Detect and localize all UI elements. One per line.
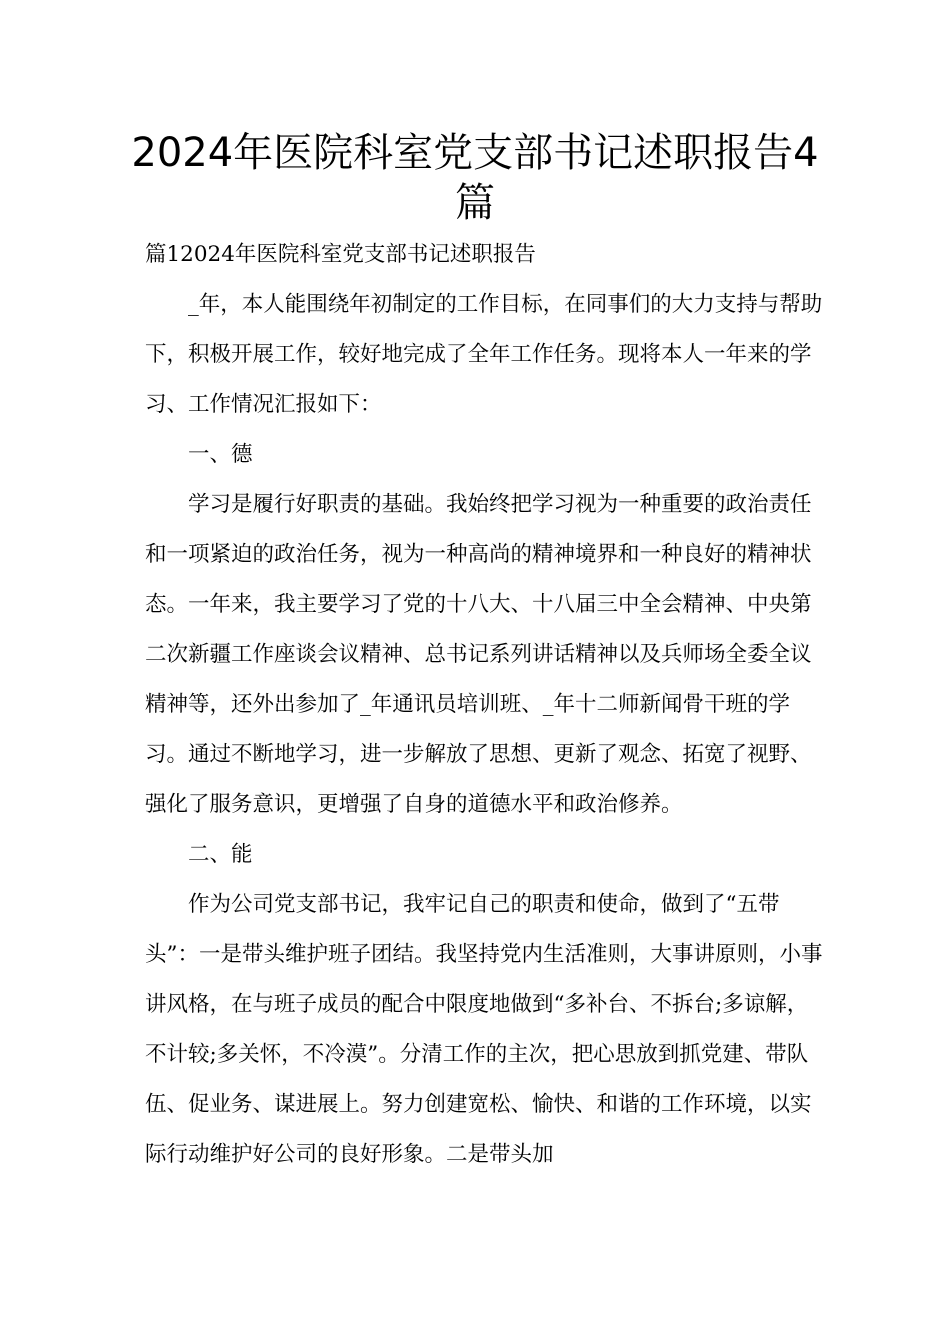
section-heading-neng: 二、能 (188, 842, 253, 867)
section-subtitle: 篇12024年医院科室党支部书记述职报告 (145, 242, 536, 267)
paragraph-intro: _年，本人能围绕年初制定的工作目标，在同事们的大力支持与帮助下，积极开展工作，较好地完成了全年工作任务。现将本人一年来的学习、工作情况汇报如下： (145, 292, 823, 417)
document-title: 2024年医院科室党支部书记述职报告4篇 (131, 130, 819, 226)
section-heading-de: 一、德 (188, 442, 253, 467)
paragraph-de: 学习是履行好职责的基础。我始终把学习视为一种重要的政治责任和一项紧迫的政治任务，视为一种高尚的精神境界和一种良好的精神状态。一年来，我主要学习了党的十八大、十八届三中全会精神、中央第二次新疆工作座谈会议精神、总书记系列讲话精神以及兵师场全委全议精神等，还外出参加了_年通讯员培训班、_年十二师新闻骨干班的学习。通过不断地学习，进一步解放了思想、更新了观念、拓宽了视野、强化了服务意识，更增强了自身的道德水平和政治修养。 (145, 492, 812, 817)
document-body (145, 230, 825, 1180)
paragraph-neng: 作为公司党支部书记，我牢记自己的职责和使命，做到了“五带头”：一是带头维护班子团结。我坚持党内生活准则，大事讲原则，小事讲风格，在与班子成员的配合中限度地做到“多补台、不拆台;多谅解，不计较;多关怀，不冷漠”。分清工作的主次，把心思放到抓党建、带队伍、促业务、谋进展上。努力创建宽松、愉快、和谐的工作环境，以实际行动维护好公司的良好形象。二是带头加 (145, 892, 823, 1167)
